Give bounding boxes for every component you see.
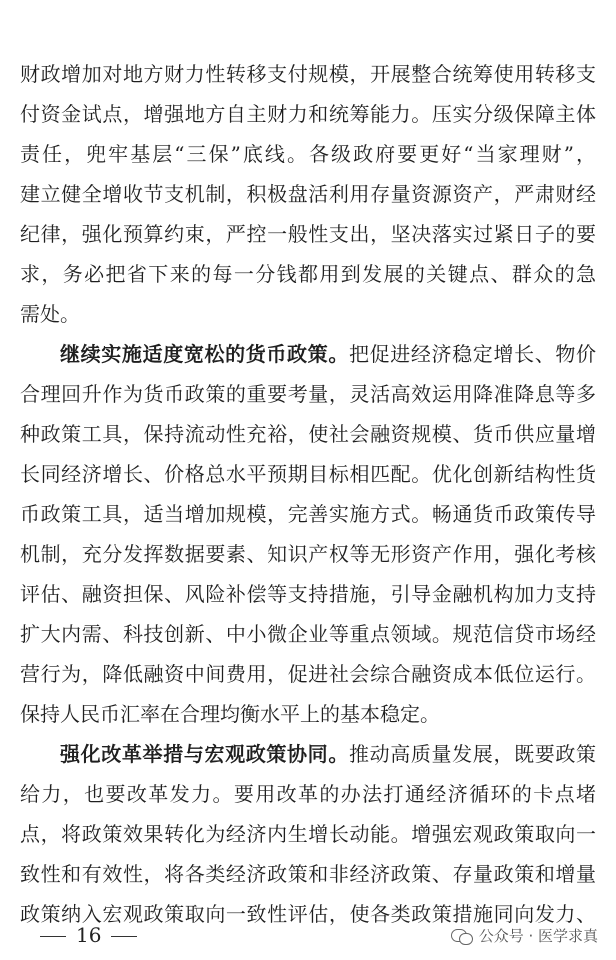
- text-line: 扩大内需、科技创新、中小微企业等重点领域。规范信贷市场经: [20, 622, 596, 646]
- wechat-icon: [451, 927, 473, 945]
- text-line: 财政增加对地方财力性转移支付规模，开展整合统筹使用转移支: [20, 62, 596, 86]
- paragraph-lead-text: 把促进经济稳定增长、物价: [348, 342, 597, 366]
- text-line: 政策纳入宏观政策取向一致性评估，使各类政策措施同向发力、: [20, 902, 596, 926]
- page-number: [30, 920, 147, 950]
- paragraph-heading: 强化改革举措与宏观政策协同。: [60, 742, 349, 766]
- dash-left: [40, 936, 66, 937]
- text-line: 建立健全增收节支机制，积极盘活利用存量资源资产，严肃财经: [20, 182, 596, 206]
- text-line: 点，将政策效果转化为经济内生增长动能。增强宏观政策取向一: [20, 822, 596, 846]
- text-line: 机制，充分发挥数据要素、知识产权等无形资产作用，强化考核: [20, 542, 596, 566]
- text-line: 长同经济增长、价格总水平预期目标相匹配。优化创新结构性货: [20, 462, 596, 486]
- paragraph-lead-line: [60, 334, 596, 374]
- watermark: [451, 922, 598, 950]
- text-line: 责任，兜牢基层“三保”底线。各级政府要更好“当家理财”，: [20, 142, 596, 166]
- paragraph-heading: 继续实施适度宽松的货币政策。: [60, 342, 349, 366]
- text-line: 纪律，强化预算约束，严控一般性支出，坚决落实过紧日子的要: [20, 222, 596, 246]
- text-line: 致性和有效性，将各类经济政策和非经济政策、存量政策和增量: [20, 862, 596, 886]
- paragraph-lead-line: [60, 734, 596, 774]
- text-line: 给力，也要改革发力。要用改革的办法打通经济循环的卡点堵: [20, 782, 596, 806]
- paragraph-lead-text: 推动高质量发展，既要政策: [348, 742, 597, 766]
- watermark-text: 公众号 · 医学求真: [478, 927, 598, 945]
- text-line: 付资金试点，增强地方自主财力和统筹能力。压实分级保障主体: [20, 102, 596, 126]
- dash-right: [111, 936, 137, 937]
- text-line: 营行为，降低融资中间费用，促进社会综合融资成本低位运行。: [20, 662, 596, 686]
- text-line: 币政策工具，适当增加规模，完善实施方式。畅通货币政策传导: [20, 502, 596, 526]
- text-line: 合理回升作为货币政策的重要考量，灵活高效运用降准降息等多: [20, 382, 596, 406]
- text-line: 评估、融资担保、风险补偿等支持措施，引导金融机构加力支持: [20, 582, 596, 606]
- page-number-text: 16: [76, 923, 102, 947]
- text-line: 需处。: [20, 302, 80, 326]
- text-line: 种政策工具，保持流动性充裕，使社会融资规模、货币供应量增: [20, 422, 596, 446]
- text-line: 求，务必把省下来的每一分钱都用到发展的关键点、群众的急: [20, 262, 596, 286]
- text-line: 保持人民币汇率在合理均衡水平上的基本稳定。: [20, 702, 440, 726]
